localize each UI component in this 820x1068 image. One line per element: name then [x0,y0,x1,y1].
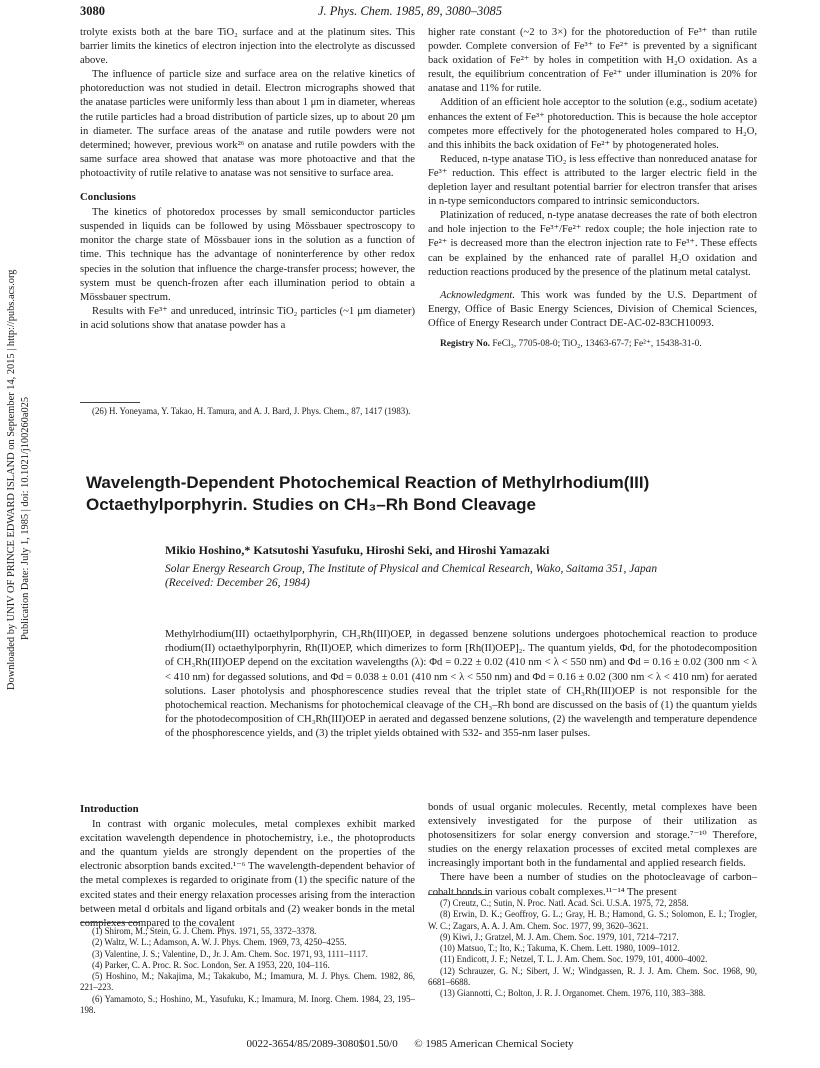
paragraph: The kinetics of photoredox processes by small semiconductor particles suspended in liquids can be followed by using Mössbauer spectroscopy to monitor the charge state of Mössbauer ions in the solution as a function of time. This technique has the advantage of noninterference by other redox species in the solution that influence the charge-transfer process; however, the system must be quench-frozen after each illumination period to obtain a Mössbauer spectrum. [80,207,415,303]
article-title [86,472,766,516]
affiliation-text: Solar Energy Research Group, The Institute of Physical and Chemical Research, Wako, Saitama 351, Japan [165,563,658,575]
download-notice-sidebar [0,0,36,1068]
reference: (9) Kiwi, J.; Gratzel, M. J. Am. Chem. Soc. 1979, 101, 7214–7217. [440,931,679,942]
registry-text: FeCl₃, 7705-08-0; TiO₂, 13463-67-7; Fe²⁺, 15438-31-0. [492,338,702,349]
received-date: (Received: December 26, 1984) [165,577,310,589]
journal-citation: J. Phys. Chem. 1985, 89, 3080–3085 [317,4,502,18]
download-notice-line-2: Publication Date: July 1, 1985 | doi: 10.1021/j100260a025 [20,396,31,640]
paragraph: There have been a number of studies on the photocleavage of carbon–cobalt bonds in various cobalt complexes.¹¹⁻¹⁴ The present [428,872,757,898]
registry-label: Registry No. [440,338,490,349]
footnote-rule [428,894,488,895]
page-footer [0,1038,820,1050]
section-heading-conclusions: Conclusions [80,191,136,204]
reference: (11) Endicott, J. F.; Netzel, T. L. J. Am. Chem. Soc. 1979, 101, 4000–4002. [440,954,708,965]
section-heading-introduction: Introduction [80,803,139,815]
reference: (5) Hoshino, M.; Nakajima, M.; Takakubo, M.; Imamura, M. J. Phys. Chem. 1982, 86, 221–223. [80,971,415,993]
paragraph: Platinization of reduced, n-type anatase decreases the rate of both electron and hole injection to the Fe³⁺/Fe²⁺ redox couple; the hole injection rate to Fe²⁺ is decreased more than the electron injection rate to Fe³⁺. These effects can be explained by the enhanced rate of parallel H₂O oxidation and reduction reactions produced by the presence of the platinum metal catalyst. [428,210,757,278]
article-title-line-2: Octaethylporphyrin. Studies on CH₃–Rh Bond Cleavage [86,495,536,514]
reference: (10) Matsuo, T.; Ito, K.; Takuma, K. Chem. Lett. 1980, 1009–1012. [440,943,680,954]
reference: (6) Yamamoto, S.; Hoshino, M., Yasufuku, K.; Imamura, M. Inorg. Chem. 1984, 23, 195–198. [80,993,415,1016]
footnote: (26) H. Yoneyama, Y. Takao, H. Tamura, and A. J. Bard, J. Phys. Chem., 87, 1417 (1983). [92,406,411,416]
footnote-rule [80,922,140,923]
copyright: © 1985 American Chemical Society [414,1038,574,1050]
paragraph: higher rate constant (~2 to 3×) for the photoreduction of Fe³⁺ than rutile powder. Complete conversion of Fe³⁺ to Fe²⁺ is prevented by a significant back oxidation of Fe²⁺ by holes in competition with H₂O oxidation. As a result, the equilibrium concentration of Fe²⁺ under illumination is 20% for anatase and 11% for rutile. [428,27,757,95]
paragraph: Results with Fe³⁺ and unreduced, intrinsic TiO₂ particles (~1 μm diameter) in acid solutions show that anatase powder has a [80,305,415,331]
download-notice-line-1: Downloaded by UNIV OF PRINCE EDWARD ISLAND on September 14, 2015 | http://pubs.acs.org [6,269,17,690]
acknowledgment-text: This work was funded by the U.S. Department of Energy, Office of Basic Energy Sciences, Division of Chemical Sciences, Office of Energy Research under Contract DE-AC-02-83CH10093. [428,289,758,329]
intro-right-column [428,801,757,900]
paragraph: bonds of usual organic molecules. Recently, metal complexes have been extensively investigated for the purpose of their utilization as photosensitizers for solar energy conversion and storage.⁷⁻¹⁰ Therefore, studies on the energy relaxation processes of excited metal complexes are increasingly important both in the fundamental and applied research fields. [428,802,757,870]
references-left [80,926,415,1016]
reference: (8) Erwin, D. K.; Geoffroy, G. L.; Gray, H. B.; Hamond, G. S.; Solomon, E. I.; Trogler, W. C.; Zagars, A. A. J. Am. Chem. Soc. 1977, 99, 3620–3621. [428,909,757,931]
paragraph: trolyte exists both at the bare TiO₂ surface and at the platinum sites. This barrier limits the kinetics of electron injection into the electrolyte as discussed above. [80,27,415,67]
prev-article-left-column [80,26,415,333]
reference: (13) Giannotti, C.; Bolton, J. R. J. Organomet. Chem. 1976, 110, 383–388. [440,988,706,999]
paragraph: Reduced, n-type anatase TiO₂ is less effective than nonreduced anatase for Fe³⁺ reduction. This effect is attributed to the larger electric field in the depletion layer and resultant potential barrier for electron transfer that arises in n-type semiconductors compared to intrinsic semiconductors. [428,153,757,208]
reference: (3) Valentine, J. S.; Valentine, D., Jr. J. Am. Chem. Soc. 1971, 93, 1111–1117. [92,948,368,959]
references-right [428,898,757,1000]
reference: (2) Waltz, W. L.; Adamson, A. W. J. Phys. Chem. 1969, 73, 4250–4255. [92,937,347,948]
prev-article-right-column [428,26,757,351]
paragraph: In contrast with organic molecules, metal complexes exhibit marked excitation wavelength dependence in photochemistry, i.e., the photoproducts and the quantum yields are strongly dependent on the properties of the electronic absorption bands excited.¹⁻⁶ The wavelength-dependent behavior of the metal complexes is regarded to originate from (1) the specific nature of the excited states and their energy relaxation processes arising from the interaction between metal d orbitals and ligand orbitals and (2) weaker bonds in the metal complexes compared to the covalent [80,819,415,929]
acknowledgment [428,289,757,331]
reference: (4) Parker, C. A. Proc. R. Soc. London, Ser. A 1953, 220, 104–116. [92,959,330,970]
paragraph: The influence of particle size and surface area on the relative kinetics of photoreduction was not studied in detail. Electron micrographs showed that the anatase particles were uniformly less than about 1 μm in diameter, whereas the rutile particles had a broad distribution of particle sizes, up to about 20 μm in diameter. The surface areas of the anatase and rutile powders were not determined; however, previous work²⁶ on anatase and rutile powders with the same surface area showed that anatase was more photoactive and that the photoactivity of rutile relative to anatase was not sensitive to surface area. [80,69,415,179]
intro-left-column [80,799,415,931]
footnote-rule [80,402,140,403]
reference: (1) Shirom, M.; Stein, G. J. Chem. Phys. 1971, 55, 3372–3378. [92,926,317,936]
article-title-line-1: Wavelength-Dependent Photochemical Reaction of Methylrhodium(III) [86,473,650,492]
reference: (7) Creutz, C.; Sutin, N. Proc. Natl. Acad. Sci. U.S.A. 1975, 72, 2858. [440,898,689,908]
article-authors: Mikio Hoshino,* Katsutoshi Yasufuku, Hiroshi Seki, and Hiroshi Yamazaki [165,543,550,557]
paragraph: Addition of an efficient hole acceptor to the solution (e.g., sodium acetate) enhances the extent of Fe³⁺ photoreduction. This is because the hole acceptor competes more effectively for the photogenerated holes compared to H₂O, and this inhibits the back oxidation of Fe²⁺ by photogenerated holes. [428,97,757,151]
article-code: 0022-3654/85/2089-3080$01.50/0 [246,1038,398,1050]
registry-numbers [428,337,757,351]
article-affiliation [165,562,765,590]
prev-article-footnote [80,406,415,417]
acknowledgment-label: Acknowledgment. [440,289,516,301]
reference: (12) Schrauzer, G. N.; Sibert, J. W.; Windgassen, R. J. J. Am. Chem. Soc. 1968, 90, 6681–6688. [428,965,757,988]
page-number: 3080 [80,4,105,18]
article-abstract: Methylrhodium(III) octaethylporphyrin, CH₃Rh(III)OEP, in degassed benzene solutions undergoes photochemical reaction to produce rhodium(II) octaethylporphyrin, Rh(II)OEP, which dimerizes to form [Rh(II)OEP]₂. The quantum yields, Φd, for the photodecomposition of CH₃Rh(III)OEP depend on the excitation wavelengths (λ): Φd = 0.22 ± 0.02 (410 nm < λ < 550 nm) and Φd = 0.16 ± 0.02 (300 nm < λ < 410 nm) for degassed solutions, and Φd = 0.038 ± 0.01 (410 nm < λ < 550 nm) and Φd = 0.16 ± 0.02 (300 nm < λ < 410 nm) for aerated solutions. Laser photolysis and phosphorescence studies reveal that the triplet state of CH₃Rh(III)OEP is not responsible for the photochemical reaction. Mechanisms for photochemical cleavage of the CH₃–Rh bond are discussed on the basis of (1) the quantum yields for the photodecomposition of CH₃Rh(III)OEP in aerated and degassed benzene solutions, (2) the wavelength and temperature dependence of the phosphorescence yields, and (3) the triplet yields obtained with 532- and 355-nm laser pulses. [165,629,757,740]
